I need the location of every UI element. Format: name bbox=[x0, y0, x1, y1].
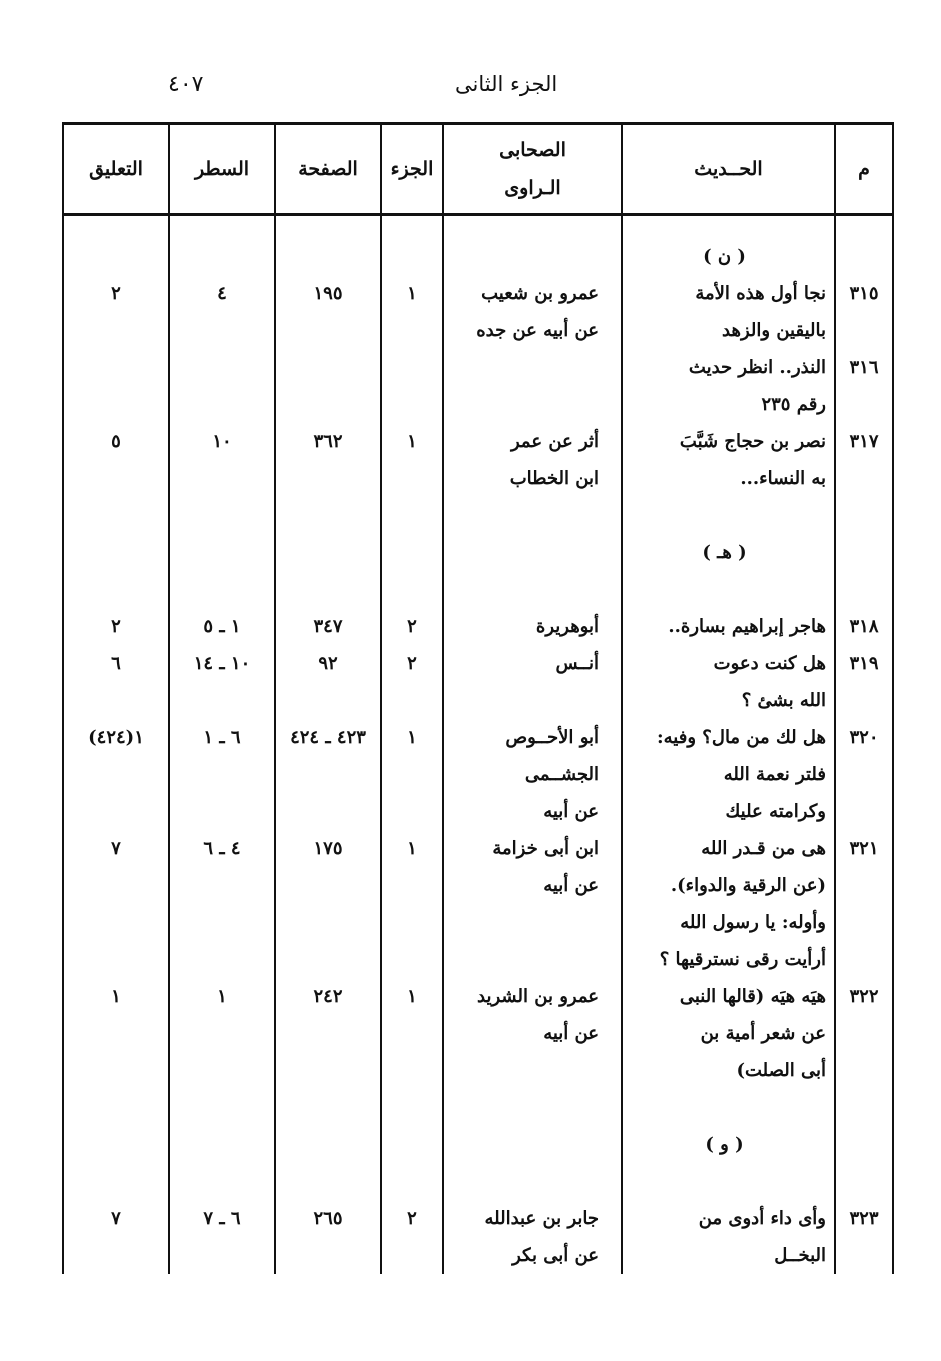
cell-line: ٦ ـ ٧ bbox=[169, 1200, 275, 1237]
cell-page bbox=[275, 238, 381, 275]
cell-part bbox=[381, 386, 443, 423]
cell-line bbox=[169, 1163, 275, 1200]
page-header bbox=[0, 66, 941, 106]
table-row bbox=[63, 756, 893, 793]
cell-number: ٣١٦ bbox=[835, 349, 893, 386]
cell-part: ٢ bbox=[381, 645, 443, 682]
cell-comment: ٧ bbox=[63, 830, 169, 867]
cell-comment: ١(٤٢٤) bbox=[63, 719, 169, 756]
table-row bbox=[63, 349, 893, 386]
cell-hadith bbox=[622, 1163, 835, 1200]
cell-hadith: هاجر إبراهيم بسارة.. bbox=[622, 608, 835, 645]
cell-narrator: عن أبيه bbox=[443, 1015, 622, 1052]
cell-hadith: نجا أول هذه الأمة bbox=[622, 275, 835, 312]
page-number: ٤٠٧ bbox=[168, 72, 204, 97]
cell-hadith: أرأيت رقى نسترقيها ؟ bbox=[622, 941, 835, 978]
cell-number bbox=[835, 867, 893, 904]
cell-hadith: ( ن ) bbox=[622, 238, 835, 275]
cell-number bbox=[835, 793, 893, 830]
cell-page bbox=[275, 312, 381, 349]
cell-comment bbox=[63, 460, 169, 497]
cell-part: ١ bbox=[381, 423, 443, 460]
cell-page: ٢٤٢ bbox=[275, 978, 381, 1015]
cell-line: ١ ـ ٥ bbox=[169, 608, 275, 645]
cell-comment bbox=[63, 1237, 169, 1274]
cell-page bbox=[275, 1163, 381, 1200]
cell-hadith: عن شعر أمية بن bbox=[622, 1015, 835, 1052]
cell-comment bbox=[63, 867, 169, 904]
column-header-narrator bbox=[443, 124, 622, 215]
cell-line: ٤ ـ ٦ bbox=[169, 830, 275, 867]
cell-comment bbox=[63, 793, 169, 830]
column-header-part: الجزء bbox=[381, 124, 443, 215]
letter-heading-row bbox=[63, 238, 893, 275]
cell-page: ٢٦٥ bbox=[275, 1200, 381, 1237]
cell-page: ٣٤٧ bbox=[275, 608, 381, 645]
cell-number: ٣١٥ bbox=[835, 275, 893, 312]
cell-comment bbox=[63, 497, 169, 534]
cell-line bbox=[169, 497, 275, 534]
cell-part bbox=[381, 1089, 443, 1126]
table-row bbox=[63, 1052, 893, 1089]
cell-part bbox=[381, 497, 443, 534]
column-header-comment: التعليق bbox=[63, 124, 169, 215]
cell-line: ١٠ bbox=[169, 423, 275, 460]
cell-part bbox=[381, 534, 443, 571]
cell-comment bbox=[63, 349, 169, 386]
cell-number: ٣١٩ bbox=[835, 645, 893, 682]
table-row bbox=[63, 1163, 893, 1200]
cell-hadith: ( و ) bbox=[622, 1126, 835, 1163]
cell-narrator: أثر عن عمر bbox=[443, 423, 622, 460]
cell-page bbox=[275, 571, 381, 608]
table-row bbox=[63, 312, 893, 349]
cell-narrator bbox=[443, 497, 622, 534]
cell-page bbox=[275, 682, 381, 719]
cell-number: ٣٢١ bbox=[835, 830, 893, 867]
cell-line bbox=[169, 756, 275, 793]
cell-part bbox=[381, 941, 443, 978]
cell-page bbox=[275, 1015, 381, 1052]
cell-line bbox=[169, 571, 275, 608]
table-row bbox=[63, 1015, 893, 1052]
cell-number bbox=[835, 238, 893, 275]
cell-page bbox=[275, 497, 381, 534]
cell-part: ٢ bbox=[381, 1200, 443, 1237]
cell-comment: ٢ bbox=[63, 275, 169, 312]
cell-part bbox=[381, 867, 443, 904]
table-row bbox=[63, 423, 893, 460]
cell-number bbox=[835, 941, 893, 978]
cell-narrator: عمرو بن شعيب bbox=[443, 275, 622, 312]
table-row bbox=[63, 386, 893, 423]
table-header-row bbox=[63, 124, 893, 215]
cell-page bbox=[275, 1052, 381, 1089]
cell-part bbox=[381, 793, 443, 830]
cell-comment: ١ bbox=[63, 978, 169, 1015]
cell-part: ٢ bbox=[381, 608, 443, 645]
cell-comment: ٢ bbox=[63, 608, 169, 645]
cell-page bbox=[275, 867, 381, 904]
cell-narrator bbox=[443, 682, 622, 719]
cell-narrator bbox=[443, 238, 622, 275]
cell-hadith bbox=[622, 571, 835, 608]
cell-page bbox=[275, 756, 381, 793]
cell-page bbox=[275, 386, 381, 423]
cell-part bbox=[381, 1126, 443, 1163]
cell-part: ١ bbox=[381, 719, 443, 756]
table-row bbox=[63, 460, 893, 497]
cell-line: ١ bbox=[169, 978, 275, 1015]
cell-narrator: ابن أبى خزامة bbox=[443, 830, 622, 867]
cell-page bbox=[275, 1089, 381, 1126]
cell-hadith: وكرامته عليك bbox=[622, 793, 835, 830]
cell-hadith: به النساء... bbox=[622, 460, 835, 497]
table-row bbox=[63, 645, 893, 682]
cell-hadith: وأوله: يا رسول الله bbox=[622, 904, 835, 941]
cell-comment: ٦ bbox=[63, 645, 169, 682]
cell-line bbox=[169, 941, 275, 978]
column-header-m: م bbox=[835, 124, 893, 215]
cell-hadith: البخــل bbox=[622, 1237, 835, 1274]
table-row bbox=[63, 608, 893, 645]
cell-narrator bbox=[443, 386, 622, 423]
table-row bbox=[63, 1089, 893, 1126]
cell-page bbox=[275, 460, 381, 497]
cell-line bbox=[169, 312, 275, 349]
cell-narrator bbox=[443, 534, 622, 571]
cell-narrator bbox=[443, 1126, 622, 1163]
column-header-page: الصفحة bbox=[275, 124, 381, 215]
hadith-index-table bbox=[62, 122, 894, 1274]
cell-page bbox=[275, 941, 381, 978]
cell-narrator bbox=[443, 1163, 622, 1200]
cell-part bbox=[381, 682, 443, 719]
cell-comment bbox=[63, 1126, 169, 1163]
cell-hadith: وأى داء أدوى من bbox=[622, 1200, 835, 1237]
cell-part bbox=[381, 1237, 443, 1274]
cell-line bbox=[169, 349, 275, 386]
column-header-narrator-line1: الصحابى bbox=[499, 139, 566, 161]
cell-page bbox=[275, 904, 381, 941]
cell-number: ٣٢٣ bbox=[835, 1200, 893, 1237]
cell-comment bbox=[63, 904, 169, 941]
cell-comment bbox=[63, 1015, 169, 1052]
table-row bbox=[63, 830, 893, 867]
cell-line bbox=[169, 238, 275, 275]
cell-part bbox=[381, 238, 443, 275]
cell-number bbox=[835, 682, 893, 719]
cell-narrator bbox=[443, 941, 622, 978]
cell-hadith: نصر بن حجاج شَبَّبَ bbox=[622, 423, 835, 460]
cell-comment bbox=[63, 682, 169, 719]
table-row bbox=[63, 571, 893, 608]
cell-number bbox=[835, 904, 893, 941]
cell-narrator: عن أبيه عن جده bbox=[443, 312, 622, 349]
cell-line bbox=[169, 386, 275, 423]
cell-number bbox=[835, 1237, 893, 1274]
cell-narrator: عن أبى بكر bbox=[443, 1237, 622, 1274]
cell-hadith: رقم ٢٣٥ bbox=[622, 386, 835, 423]
table-row bbox=[63, 1200, 893, 1237]
table-row bbox=[63, 719, 893, 756]
cell-page bbox=[275, 1237, 381, 1274]
cell-page bbox=[275, 793, 381, 830]
cell-narrator: أبوهريرة bbox=[443, 608, 622, 645]
cell-line bbox=[169, 460, 275, 497]
cell-hadith: هل كنت دعوت bbox=[622, 645, 835, 682]
cell-line bbox=[169, 904, 275, 941]
table-row bbox=[63, 941, 893, 978]
cell-number bbox=[835, 1126, 893, 1163]
table-row bbox=[63, 497, 893, 534]
cell-narrator bbox=[443, 904, 622, 941]
cell-hadith: هيَه هيَه (قالها النبى bbox=[622, 978, 835, 1015]
cell-number bbox=[835, 1015, 893, 1052]
column-header-narrator-line2: الـراوى bbox=[504, 177, 561, 199]
table-row bbox=[63, 904, 893, 941]
cell-page: ٩٢ bbox=[275, 645, 381, 682]
cell-narrator bbox=[443, 1089, 622, 1126]
cell-line bbox=[169, 867, 275, 904]
cell-part bbox=[381, 349, 443, 386]
cell-narrator bbox=[443, 571, 622, 608]
cell-narrator: ابن الخطاب bbox=[443, 460, 622, 497]
cell-comment bbox=[63, 1163, 169, 1200]
cell-page: ٤٢٣ ـ ٤٢٤ bbox=[275, 719, 381, 756]
cell-comment bbox=[63, 534, 169, 571]
cell-hadith bbox=[622, 1089, 835, 1126]
cell-page: ١٧٥ bbox=[275, 830, 381, 867]
running-title: الجزء الثانى bbox=[455, 72, 558, 96]
cell-narrator: عن أبيه bbox=[443, 793, 622, 830]
cell-line bbox=[169, 1237, 275, 1274]
cell-part bbox=[381, 756, 443, 793]
cell-comment bbox=[63, 941, 169, 978]
cell-comment bbox=[63, 238, 169, 275]
cell-number bbox=[835, 1163, 893, 1200]
cell-page bbox=[275, 534, 381, 571]
cell-comment bbox=[63, 1052, 169, 1089]
cell-line bbox=[169, 793, 275, 830]
cell-page: ١٩٥ bbox=[275, 275, 381, 312]
cell-hadith: باليقين والزهد bbox=[622, 312, 835, 349]
cell-part bbox=[381, 571, 443, 608]
letter-heading-row bbox=[63, 1126, 893, 1163]
cell-line bbox=[169, 1089, 275, 1126]
cell-number: ٣٢٢ bbox=[835, 978, 893, 1015]
cell-number: ٣٢٠ bbox=[835, 719, 893, 756]
cell-number bbox=[835, 497, 893, 534]
cell-part bbox=[381, 1052, 443, 1089]
cell-hadith: هى من قـدر الله bbox=[622, 830, 835, 867]
cell-comment: ٧ bbox=[63, 1200, 169, 1237]
letter-heading-row bbox=[63, 534, 893, 571]
cell-line: ٤ bbox=[169, 275, 275, 312]
cell-number: ٣١٨ bbox=[835, 608, 893, 645]
cell-narrator: عن أبيه bbox=[443, 867, 622, 904]
cell-number: ٣١٧ bbox=[835, 423, 893, 460]
cell-page bbox=[275, 349, 381, 386]
cell-line: ٦ ـ ١ bbox=[169, 719, 275, 756]
cell-comment bbox=[63, 386, 169, 423]
cell-part bbox=[381, 1015, 443, 1052]
cell-part: ١ bbox=[381, 830, 443, 867]
cell-page bbox=[275, 1126, 381, 1163]
cell-number bbox=[835, 1052, 893, 1089]
cell-line bbox=[169, 1126, 275, 1163]
cell-number bbox=[835, 460, 893, 497]
cell-hadith bbox=[622, 497, 835, 534]
column-header-hadith: الحــديث bbox=[622, 124, 835, 215]
column-header-line: السطر bbox=[169, 124, 275, 215]
cell-part: ١ bbox=[381, 275, 443, 312]
cell-comment bbox=[63, 1089, 169, 1126]
table-row bbox=[63, 867, 893, 904]
cell-line bbox=[169, 1015, 275, 1052]
cell-part bbox=[381, 460, 443, 497]
cell-narrator: عمرو بن الشريد bbox=[443, 978, 622, 1015]
cell-number bbox=[835, 756, 893, 793]
cell-hadith: النذر.. انظر حديث bbox=[622, 349, 835, 386]
cell-narrator: الجشــمى bbox=[443, 756, 622, 793]
cell-hadith: ( هـ ) bbox=[622, 534, 835, 571]
cell-number bbox=[835, 386, 893, 423]
cell-number bbox=[835, 571, 893, 608]
cell-narrator: أنــس bbox=[443, 645, 622, 682]
cell-line: ١٠ ـ ١٤ bbox=[169, 645, 275, 682]
table-row bbox=[63, 275, 893, 312]
cell-hadith: (عن الرقية والدواء). bbox=[622, 867, 835, 904]
cell-line bbox=[169, 534, 275, 571]
table-row bbox=[63, 793, 893, 830]
cell-hadith: هل لك من مال؟ وفيه: bbox=[622, 719, 835, 756]
cell-comment bbox=[63, 312, 169, 349]
cell-narrator bbox=[443, 1052, 622, 1089]
cell-number bbox=[835, 1089, 893, 1126]
cell-comment bbox=[63, 571, 169, 608]
cell-part: ١ bbox=[381, 978, 443, 1015]
cell-line bbox=[169, 1052, 275, 1089]
cell-comment: ٥ bbox=[63, 423, 169, 460]
cell-part bbox=[381, 312, 443, 349]
cell-number bbox=[835, 534, 893, 571]
cell-hadith: فلتر نعمة الله bbox=[622, 756, 835, 793]
cell-line bbox=[169, 682, 275, 719]
cell-narrator: جابر بن عبدالله bbox=[443, 1200, 622, 1237]
table-row bbox=[63, 1237, 893, 1274]
spacer-row bbox=[63, 215, 893, 239]
cell-hadith: أبى الصلت) bbox=[622, 1052, 835, 1089]
cell-page: ٣٦٢ bbox=[275, 423, 381, 460]
cell-narrator bbox=[443, 349, 622, 386]
table-body bbox=[63, 215, 893, 1275]
cell-number bbox=[835, 312, 893, 349]
table-row bbox=[63, 978, 893, 1015]
table-row bbox=[63, 682, 893, 719]
cell-comment bbox=[63, 756, 169, 793]
cell-part bbox=[381, 1163, 443, 1200]
cell-part bbox=[381, 904, 443, 941]
cell-narrator: أبو الأحــوص bbox=[443, 719, 622, 756]
cell-hadith: الله بشئ ؟ bbox=[622, 682, 835, 719]
